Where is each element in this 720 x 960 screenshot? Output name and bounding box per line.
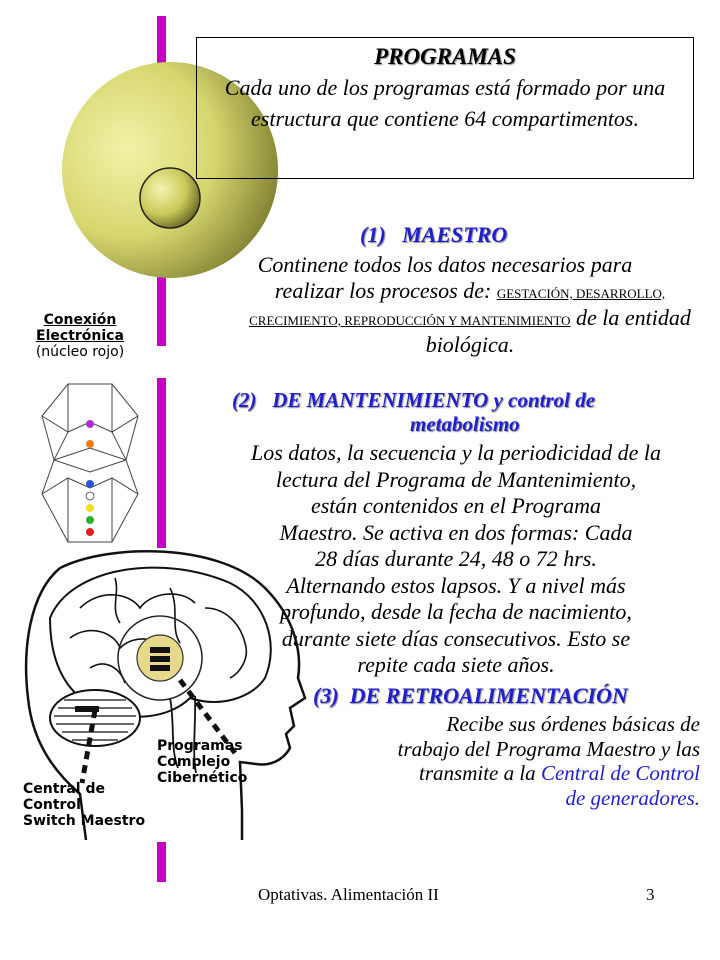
conexion-label [18,312,142,360]
footer-page-number: 3 [646,885,655,904]
programas-box [196,37,694,179]
mant-line-4: Maestro. Se activa en dos formas: Cada [279,519,633,545]
mantenimiento-heading-line1: (2) DE MANTENIMIENTO y control de [232,388,596,412]
maestro-caps: GESTACIÓN, DESARROLLO, CRECIMIENTO, REPRODUCCIÓN Y MANTENIMIENTO [249,286,666,328]
maestro-line2-text: realizar los procesos de: [274,278,492,303]
maestro-line1: Continene todos los datos necesarios para [257,252,633,277]
footer-course: Optativas. Alimentación II [258,885,439,904]
retro-heading: (3) DE RETROALIMENTACIÓN [313,683,628,708]
prism-icon [30,382,150,547]
maestro-tail: de la entidad biológica. [425,305,691,357]
retro-line3 [290,761,700,786]
retro-body [290,712,700,810]
programas-body: Cada uno de los programas está formado por una estructura que contiene 64 compartimentos. [224,75,666,131]
maestro-line2 [240,278,700,358]
mantenimiento-heading-line2: metabolismo [410,412,520,436]
accent-bar-bottom [157,842,166,882]
conexion-line3: (núcleo rojo) [35,344,125,360]
conexion-line2: Electrónica [36,328,124,344]
programas-heading: PROGRAMAS [374,44,516,69]
retro-line3-a: transmite a la [419,761,536,785]
programas-line2: Complejo [157,754,231,770]
mant-line-6: Alternando estos lapsos. Y a nivel más [286,572,626,598]
programas-label [157,738,247,786]
central-label [23,781,145,829]
mant-line-2: lectura del Programa de Mantenimiento, [275,466,637,492]
mant-line-3: están contenidos en el Programa [310,493,602,518]
mant-line-7: profundo, desde la fecha de nacimiento, [280,599,632,624]
programas-line3: Cibernético [157,770,248,786]
conexion-line1: Conexión [43,312,117,328]
central-line2: Control [23,797,81,813]
programas-line1: Programas [157,738,243,754]
maestro-heading: (1) MAESTRO [360,222,508,247]
retro-line1: Recibe sus órdenes básicas de [446,712,700,736]
accent-bar-mid [157,378,166,548]
mant-line-9: repite cada siete años. [357,652,555,677]
retro-line4: de generadores. [565,785,700,810]
retro-line3-b: Central de Control [540,761,700,785]
mant-line-5: 28 días durante 24, 48 o 72 hrs. [315,546,597,571]
mant-line-8: durante siete días consecutivos. Esto se [281,625,631,651]
central-line3: Switch Maestro [23,813,146,829]
retro-line2: trabajo del Programa Maestro y las [397,736,700,761]
mant-line-1: Los datos, la secuencia y la periodicidad de la [251,440,661,465]
central-line1: Central de [23,781,105,797]
